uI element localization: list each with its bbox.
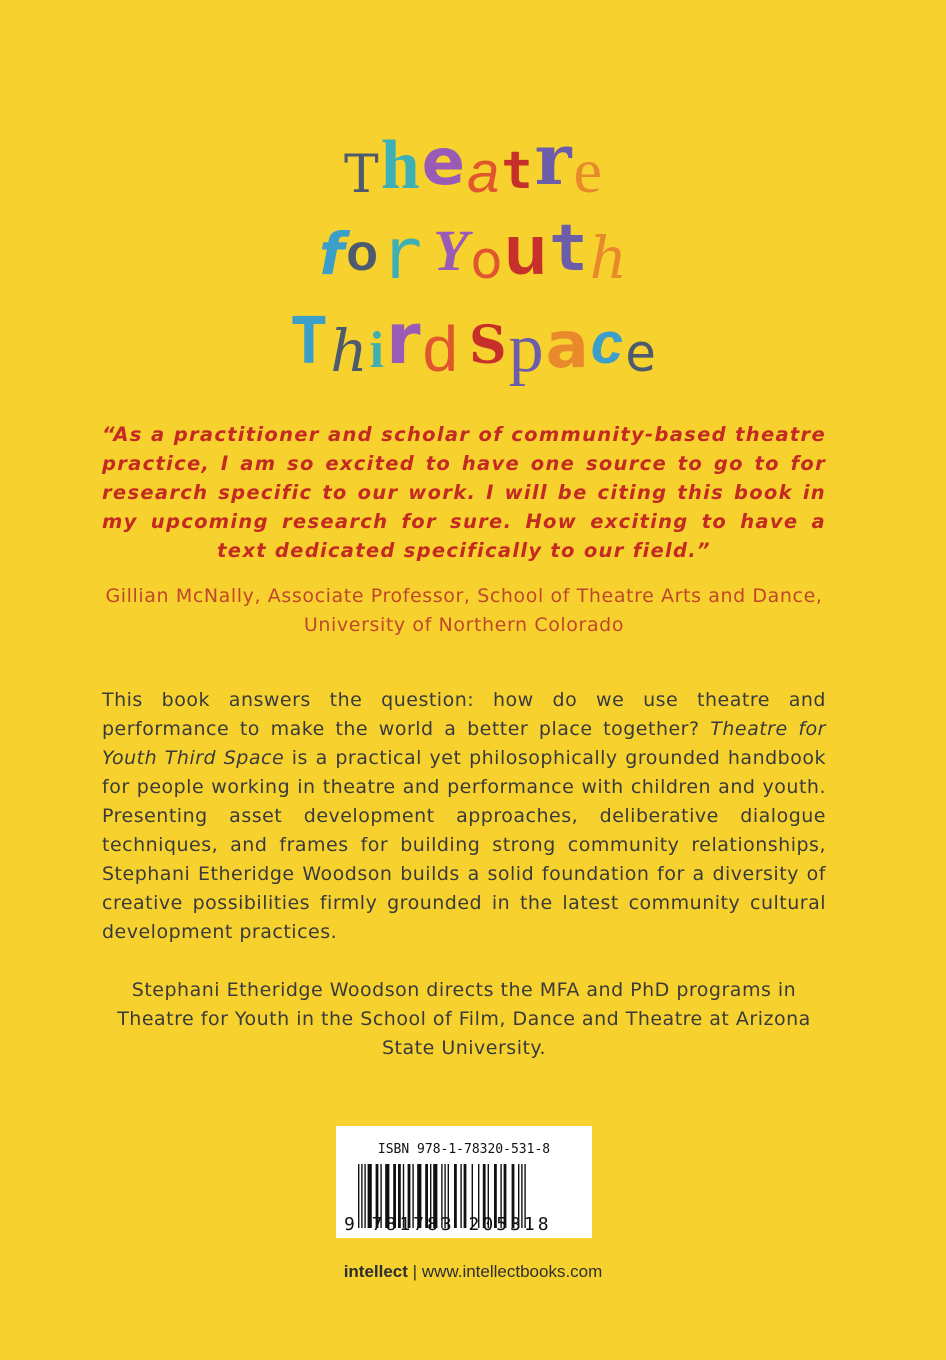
blurb-body: is a practical yet philosophically grounded handbook for people working in theatre and performance with children and youth. Presenting asset development approaches, deliberative dialogue techniques, and frames for building strong community relationships, Stephani Etheridge Woodson builds a solid foundation for a diversity of creative possibilities firmly grounded in the latest community cultural development practices. [102, 747, 826, 943]
title-letter: d [422, 313, 459, 385]
book-description [102, 686, 826, 947]
publisher-separator: | [412, 1262, 418, 1281]
title-letter: e [421, 126, 466, 200]
title-letter: h [330, 317, 368, 385]
title-letter: T [289, 305, 329, 379]
title-letter: f [319, 220, 345, 288]
publisher-line [0, 1262, 946, 1282]
barcode-number: 9 781783 205318 [344, 1214, 552, 1235]
title-letter: Y [433, 218, 469, 283]
title-letter: h [380, 127, 420, 204]
publisher-url: www.intellectbooks.com [421, 1262, 603, 1281]
title-letter: p [508, 310, 544, 387]
title-letter: e [625, 324, 657, 384]
blurb-book-title: Theatre for Youth Third Space [102, 718, 826, 769]
title-line-for-youth [0, 210, 946, 295]
title-letter [459, 354, 468, 372]
title-letter: e [573, 135, 602, 206]
title-line-third-space [0, 298, 946, 389]
title-letter: t [501, 141, 533, 201]
title-letter: o [470, 231, 503, 291]
blurb-intro: This book answers the question: how do we use theatre and performance to make the world a better place together? [102, 689, 826, 740]
publisher-name: intellect [343, 1262, 408, 1281]
title-letter: o [346, 224, 379, 282]
isbn-label: ISBN 978-1-78320-531-8 [377, 1142, 551, 1157]
title-letter: r [534, 118, 572, 201]
title-letter: t [549, 212, 588, 286]
title-letter: a [467, 140, 500, 205]
title-letter: S [469, 315, 507, 376]
title-letter: r [386, 298, 421, 380]
title-letter: i [369, 322, 384, 379]
title-line-theatre [0, 118, 946, 208]
title-letter: a [545, 309, 589, 383]
endorsement-quote: “As a practitioner and scholar of community-based theatre practice, I am so excited to have one source to go to for research specific to our work. I will be citing this book in my upcoming research for sure. How exciting to have a text dedicated specifically to our field.” [102, 423, 826, 562]
title-letter: h [589, 224, 627, 292]
title-letter: T [344, 145, 379, 205]
title-letter: u [504, 211, 548, 289]
endorsement-attribution: Gillian McNally, Associate Professor, School of Theatre Arts and Dance, University of Northern Colorado [105, 585, 823, 636]
title-letter: c [590, 311, 624, 376]
author-bio: Stephani Etheridge Woodson directs the MFA and PhD programs in Theatre for Youth in the School of Film, Dance and Theatre at Arizona State University. [117, 979, 811, 1059]
title-letter [423, 261, 432, 279]
title-letter: r [380, 213, 423, 295]
